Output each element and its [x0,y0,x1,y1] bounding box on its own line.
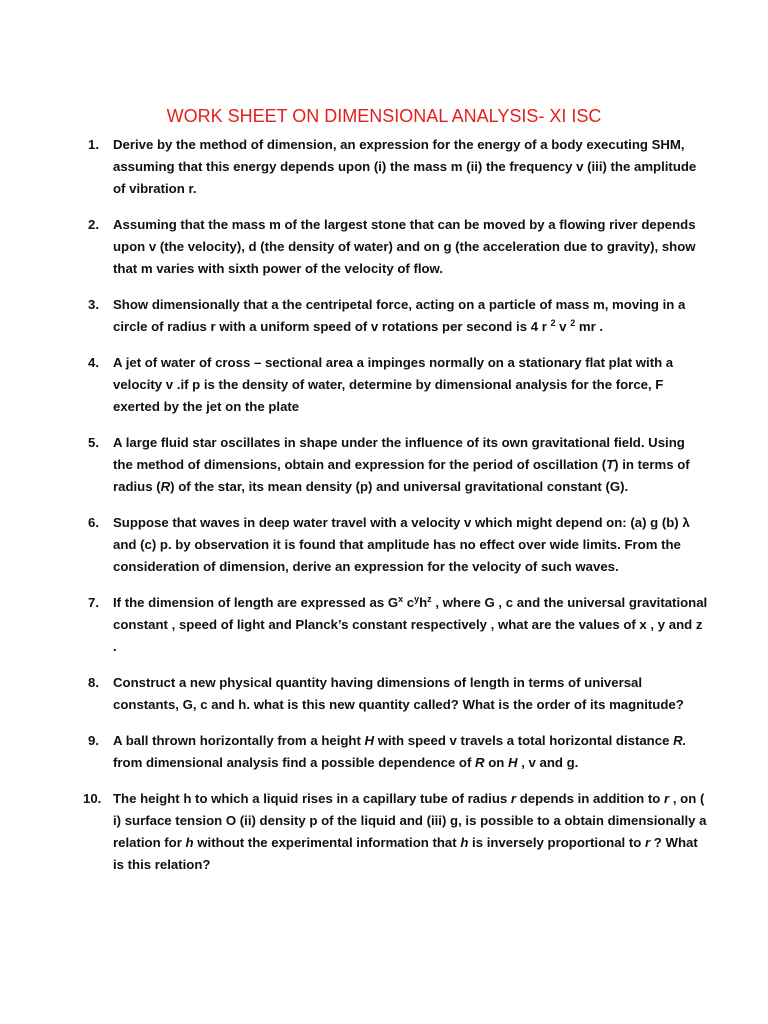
question-text: Suppose that waves in deep water travel with a velocity v which might depend on: (a) g (b) λ and (c) p. by observation it is found that amplitude has no effect over wide limits. From the consideration of dimension, derive an expression for the velocity of such waves. [113,515,690,574]
question-text: mr . [575,319,604,334]
italic-symbol: H [508,755,518,770]
question-8 [0,672,768,716]
question-text: without the experimental information that [193,835,461,850]
question-text: v [555,319,571,334]
question-5 [0,432,768,498]
question-number: 7. [88,595,99,610]
italic-symbol: r [510,791,517,806]
question-number: 2. [88,217,99,232]
question-text: Construct a new physical quantity having dimensions of length in terms of universal constants, G, c and h. what is this new quantity called? What is the order of its magnitude? [113,675,684,712]
question-3 [0,294,768,338]
question-text: Derive by the method of dimension, an expression for the energy of a body executing SHM, assuming that this energy depends upon (i) the mass m (ii) the frequency v (iii) the amplitude of vibration r. [113,137,697,196]
question-text: ) in terms of radius ( [113,457,690,494]
question-number: 9. [88,733,99,748]
question-text: The height h to which a liquid rises in a capillary tube of radius [113,791,511,806]
question-text: A jet of water of cross – sectional area a impinges normally on a stationary flat plat with a velocity v .if p is the density of water, determine by dimensional analysis for the force, F exerted by the jet on the plate [113,355,674,414]
question-text: c [403,595,415,610]
worksheet-title [0,106,768,127]
question-4 [0,352,768,418]
superscript: 2 [570,318,576,328]
question-text: ) of the star, its mean density (p) and universal gravitational constant (G). [170,479,629,494]
question-text: h [419,595,428,610]
question-text: Assuming that the mass m of the largest stone that can be moved by a flowing river depends upon v (the velocity), d (the density of water) and on g (the acceleration due to gravity), show that m varies with sixth power of the velocity of flow. [113,217,696,276]
italic-symbol: R. [673,733,687,748]
question-7 [0,592,768,658]
question-9 [0,730,768,774]
question-6 [0,512,768,578]
question-text: with speed v travels a total horizontal distance [374,733,674,748]
question-text: depends in addition to [516,791,665,806]
italic-symbol: h [460,835,469,850]
question-text: , where G , c and the universal gravitational constant , speed of light and Planck’s constant respectively , what are the values of x , y and z . [113,595,708,654]
worksheet-title-text: WORK SHEET ON DIMENSIONAL ANALYSIS- XI ISC [166,106,602,127]
question-text: , on ( i) surface tension O (ii) density p of the liquid and (iii) g, is possible to a obtain dimensionally a relation for [113,791,707,850]
question-number: 1. [88,137,99,152]
question-text: If the dimension of length are expressed as G [113,595,399,610]
question-text: A ball thrown horizontally from a height [113,733,365,748]
question-10 [0,788,768,876]
question-2 [0,214,768,280]
question-number: 5. [88,435,99,450]
question-number: 3. [88,297,99,312]
italic-symbol: R [475,755,485,770]
italic-symbol: r [644,835,651,850]
question-text: on [484,755,508,770]
question-number: 4. [88,355,99,370]
question-number: 6. [88,515,99,530]
question-text: from dimensional analysis find a possible dependence of [113,755,476,770]
question-1 [0,134,768,200]
italic-symbol: T [606,457,615,472]
question-text: Show dimensionally that a the centripetal force, acting on a particle of mass m, moving in a circle of radius r with a uniform speed of v rotations per second is 4 r [113,297,686,334]
superscript: 2 [550,318,556,328]
question-number: 8. [88,675,99,690]
question-text: ? What is this relation? [113,835,698,872]
italic-symbol: R [160,479,171,494]
italic-symbol: H [364,733,375,748]
superscript: x [398,594,404,604]
question-text: A large fluid star oscillates in shape under the influence of its own gravitational field. Using the method of dimensions, obtain and expression for the period of oscillation ( [113,435,685,472]
italic-symbol: r [664,791,670,806]
superscript: z [427,594,432,604]
question-number: 10. [83,791,102,806]
question-list [0,134,768,890]
question-text: is inversely proportional to [468,835,645,850]
superscript: y [414,594,420,604]
question-text: , v and g. [517,755,579,770]
italic-symbol: h [185,835,194,850]
